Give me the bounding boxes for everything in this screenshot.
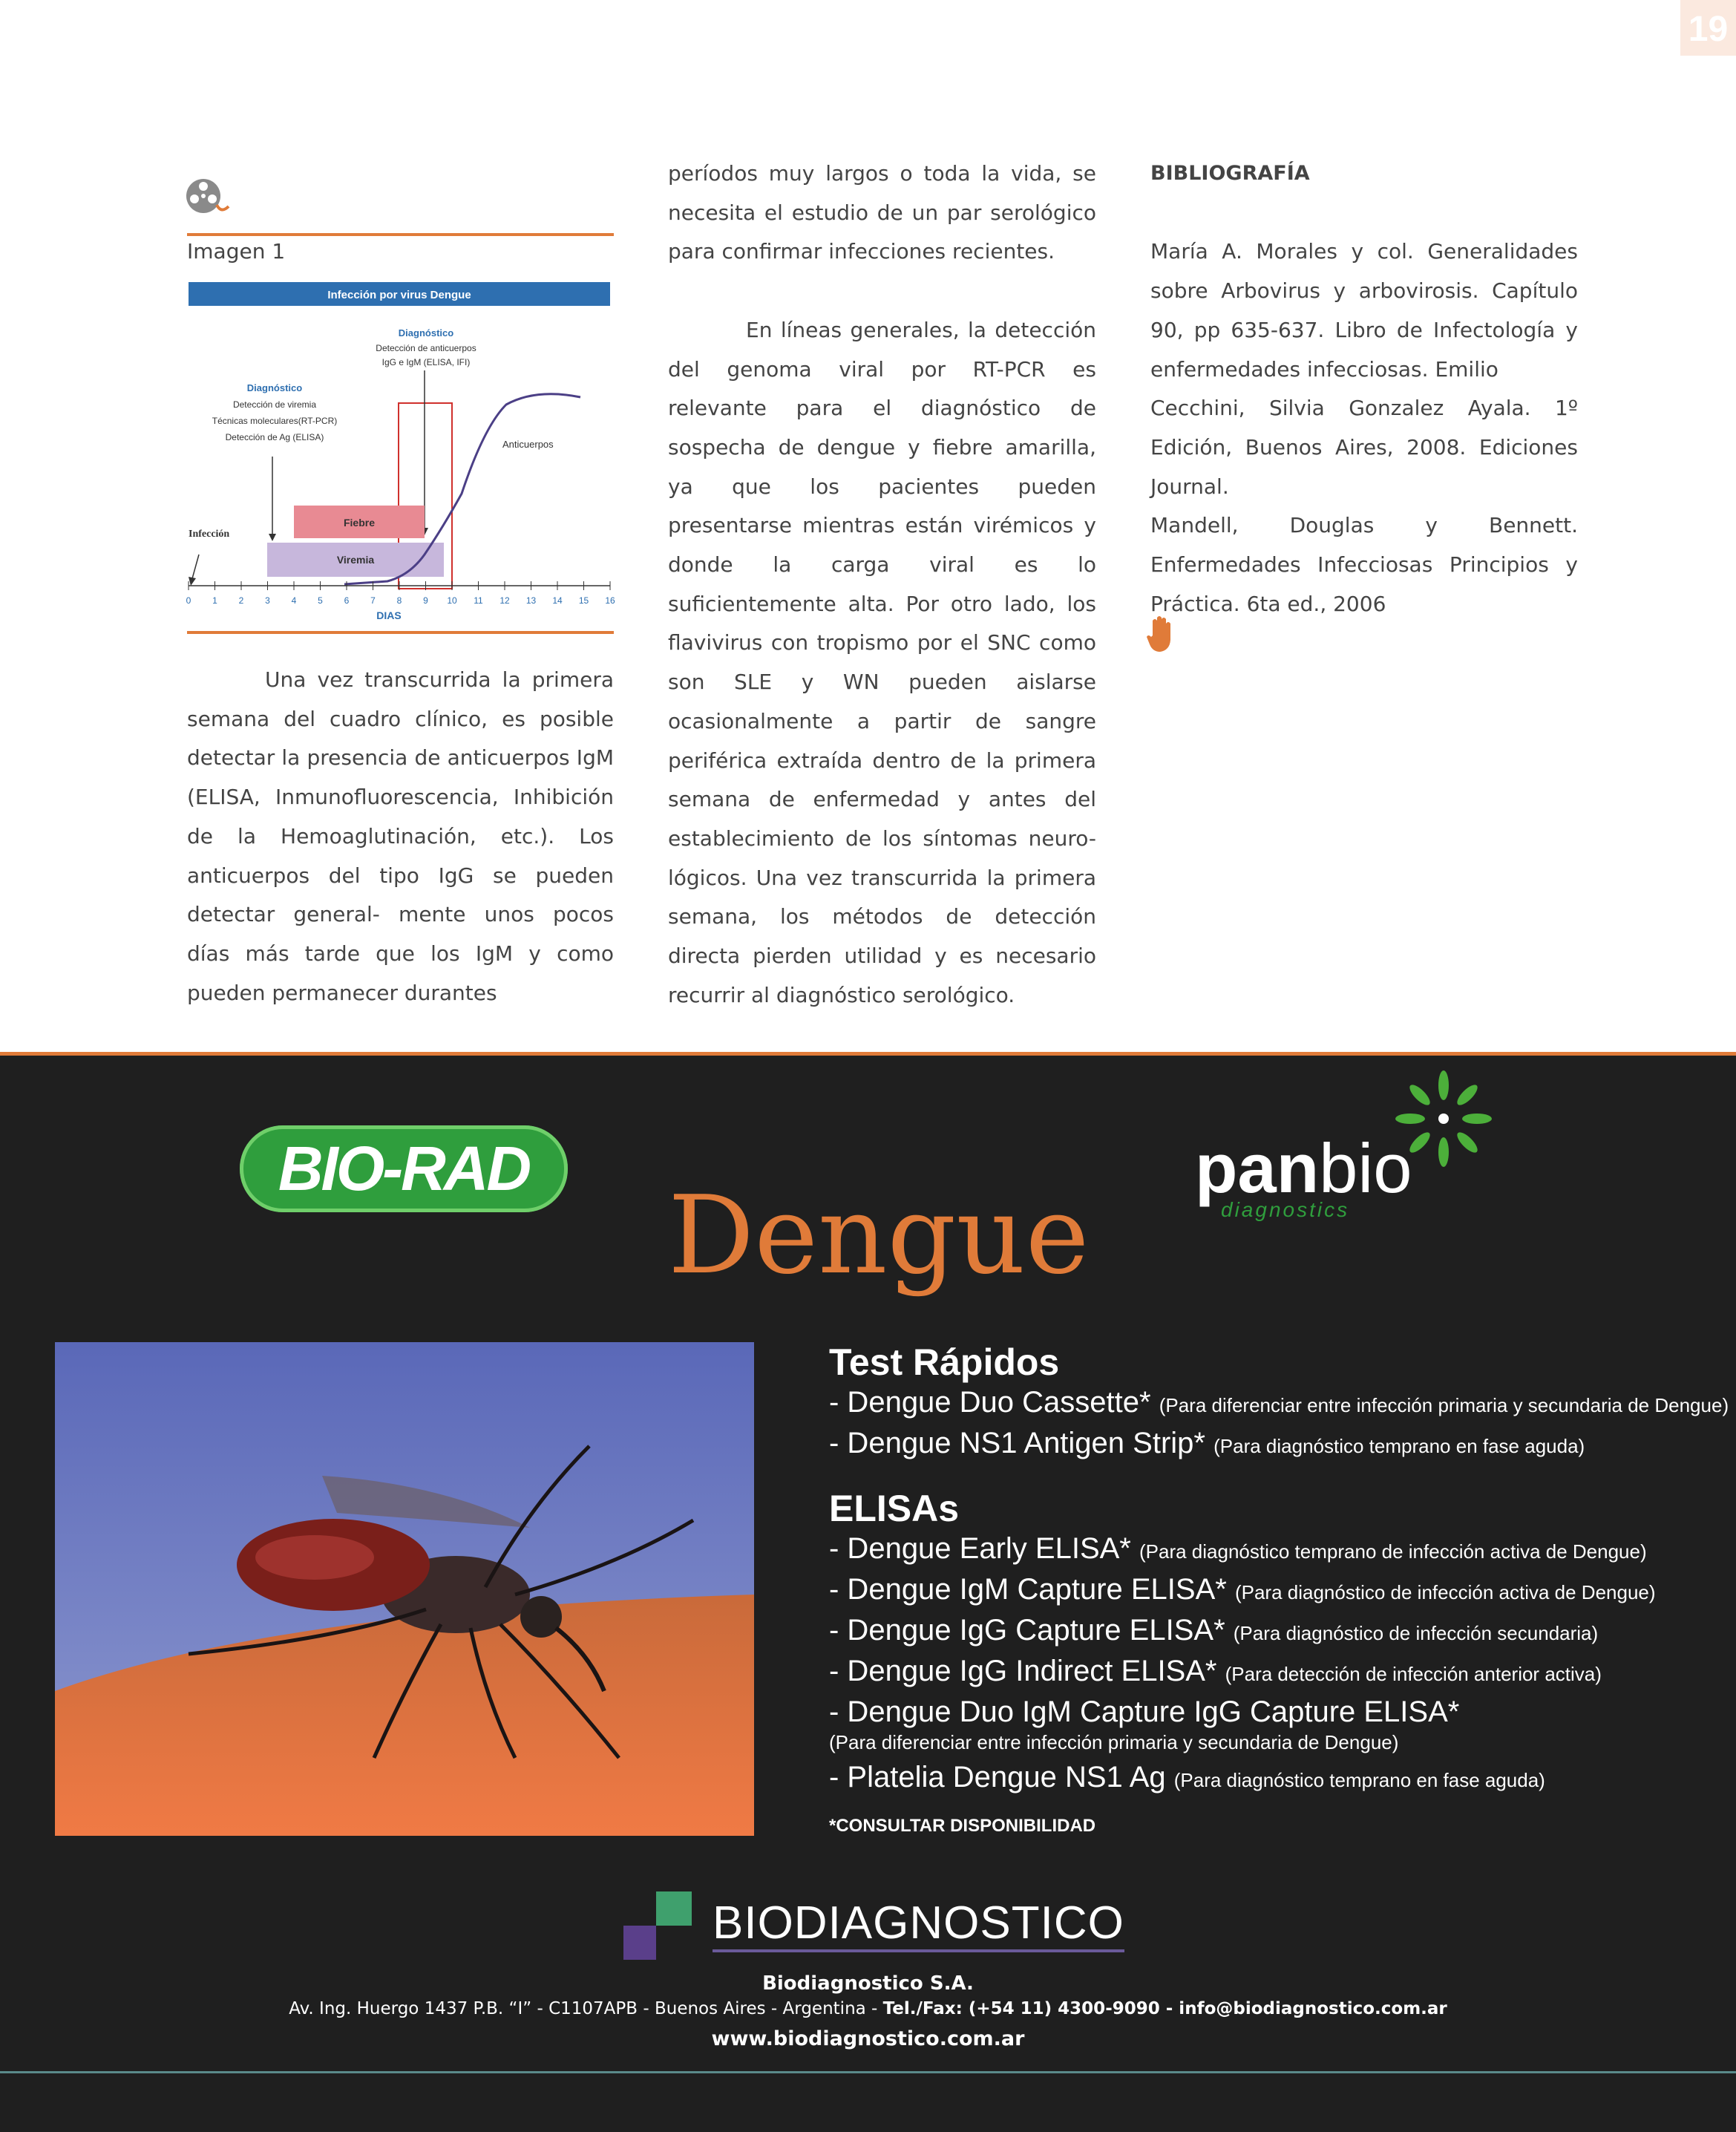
axis-tick-label: 10 (447, 595, 457, 606)
axis-tick-label: 11 (474, 595, 483, 606)
axis-tick-label: 1 (212, 595, 217, 606)
platelia-item (829, 1759, 1656, 1799)
panbio-logo-light: bio (1319, 1129, 1412, 1207)
hand-stop-icon (1145, 613, 1178, 655)
company-website[interactable]: www.biodiagnostico.com.ar (711, 2027, 1025, 2050)
page-number: 19 (1680, 0, 1736, 56)
bibliography-title: BIBLIOGRAFÍA (1150, 162, 1310, 185)
rapid-test-item (829, 1425, 1729, 1465)
bibliography-ref: María A. Morales y col. Generalidades sobre Arbovirus y arbovirosis. Capítulo 90, pp 635-637. Libro de Infectología y enfermedades infecciosas. Emilio (1150, 239, 1578, 382)
company-contact: Tel./Fax: (+54 11) 4300-9090 - info@biodiagnostico.com.ar (882, 1999, 1447, 2018)
company-name: Biodiagnostico S.A. (762, 1972, 974, 1995)
biodiagnostico-logo-mark (623, 1891, 692, 1960)
elisa-section (829, 1487, 1656, 1837)
platelia-name: - Platelia Dengue NS1 Ag (829, 1761, 1166, 1793)
day-axis-label: DIAS (376, 609, 402, 621)
elisa-note: (Para diagnóstico de infección secundaria) (1233, 1622, 1599, 1644)
diagnosis-1-line: Detección de Ag (ELISA) (225, 432, 324, 442)
figure-caption: Imagen 1 (187, 239, 286, 264)
infection-label: Infección (189, 529, 230, 540)
panbio-logo-text (1195, 1128, 1412, 1209)
diagnosis-2-title: Diagnóstico (398, 327, 454, 339)
elisa-note: (Para detección de infección anterior activa) (1225, 1663, 1602, 1685)
axis-tick-label: 12 (499, 595, 510, 606)
rapid-tests-title: Test Rápidos (829, 1341, 1060, 1383)
elisa-item (829, 1652, 1656, 1693)
elisa-item (829, 1530, 1656, 1571)
rapid-tests-section (829, 1341, 1729, 1465)
column-1-paragraph: Una vez transcurrida la primera semana del cuadro clínico, es posible detectar la presencia de anticuerpos IgM (ELISA, Inmunofluorescencia, Inhibición de la Hemoaglutinación, etc.). Los anticuerpos del tipo IgG se pueden detectar general- mente unos pocos días más tarde que los IgM y como pueden permanecer durantes (187, 667, 614, 1005)
antibodies-label: Anticuerpos (502, 439, 554, 450)
rapid-test-name: - Dengue Duo Cassette* (829, 1386, 1151, 1419)
elisa-name: - Dengue IgG Indirect ELISA* (829, 1655, 1217, 1687)
rapid-test-item (829, 1384, 1729, 1425)
axis-tick-label: 0 (186, 595, 191, 606)
company-address: Av. Ing. Huergo 1437 P.B. “I” - C1107APB - Buenos Aires - Argentina - (289, 1999, 883, 2018)
elisa-title: ELISAs (829, 1488, 960, 1529)
figure-banner: Infección por virus Dengue (327, 289, 471, 301)
panbio-logo-bold: pan (1195, 1129, 1320, 1207)
axis-tick-label: 14 (552, 595, 563, 606)
elisa-item (829, 1571, 1656, 1612)
axis-tick-label: 4 (291, 595, 297, 606)
elisa-item (829, 1612, 1656, 1652)
axis-tick-label: 8 (396, 595, 402, 606)
column-2-text (668, 154, 1096, 1015)
figure-bottom-rule (187, 631, 614, 634)
footer-rule (0, 2071, 1736, 2073)
column-2-paragraph-1: períodos muy largos o toda la vida, se necesita el estudio de un par serológico para confirmar infecciones recientes. (668, 161, 1096, 264)
elisa-duo-note: (Para diferenciar entre infección primaria y secundaria de Dengue) (829, 1731, 1399, 1753)
rapid-test-name: - Dengue NS1 Antigen Strip* (829, 1427, 1205, 1459)
figure-top-rule (187, 233, 614, 236)
axis-tick-label: 9 (423, 595, 428, 606)
company-address-line (0, 1999, 1736, 2018)
column-1-text (187, 661, 614, 1013)
bibliography (1150, 154, 1578, 624)
biodiagnostico-logo: BIODIAGNOSTICO (713, 1897, 1124, 1952)
mosquito-photo (55, 1342, 754, 1836)
elisa-note: (Para diagnóstico temprano de infección activa de Dengue) (1139, 1540, 1647, 1563)
axis-tick-label: 3 (265, 595, 270, 606)
diagnosis-2-line: Detección de anticuerpos (376, 343, 476, 353)
film-reel-icon (184, 177, 232, 218)
axis-tick-label: 16 (605, 595, 615, 606)
ad-title: Dengue (668, 1173, 1090, 1298)
axis-tick-label: 6 (344, 595, 350, 606)
diagnosis-2-line: IgG e IgM (ELISA, IFI) (381, 357, 471, 367)
biorad-logo: BIO-RAD (240, 1125, 568, 1212)
elisa-note: (Para diagnóstico de infección activa de Dengue) (1234, 1581, 1656, 1603)
diagnosis-1-line: Detección de viremia (232, 399, 317, 410)
platelia-note: (Para diagnóstico temprano en fase aguda) (1173, 1769, 1545, 1791)
rapid-test-note: (Para diagnóstico temprano en fase aguda) (1213, 1435, 1585, 1457)
panbio-subtitle: diagnostics (1221, 1198, 1350, 1221)
availability-note: *CONSULTAR DISPONIBILIDAD (829, 1816, 1096, 1836)
viremia-bar-label: Viremia (336, 554, 375, 566)
axis-tick-label: 13 (525, 595, 537, 606)
bibliography-ref: Cecchini, Silvia Gonzalez Ayala. 1º Edición, Buenos Aires, 2008. Ediciones Journal. (1150, 396, 1578, 499)
elisa-name: - Dengue Early ELISA* (829, 1532, 1131, 1565)
diagnosis-1-title: Diagnóstico (246, 382, 303, 393)
bibliography-ref: Mandell, Douglas y Bennett. Enfermedades Infecciosas Principios y Práctica. 6ta ed., 2006 (1150, 513, 1578, 616)
day-axis-ticks (186, 581, 615, 606)
axis-tick-label: 2 (238, 595, 244, 606)
elisa-name: - Dengue IgM Capture ELISA* (829, 1573, 1227, 1606)
elisa-item (829, 1693, 1656, 1731)
column-2-paragraph-2: En líneas generales, la detección del genoma viral por RT-PCR es relevante para el diagnóstico de sospecha de dengue y fiebre amarilla, ya que los pacientes pueden presentarse mientras están virémicos y donde la carga viral es lo suficientemente alta. Por otro lado, los flavivirus con tropismo por el SNC como son SLE y WN pueden aislarse ocasionalmente a partir de sangre periférica extraída dentro de la primera semana de enfermedad y antes del establecimiento de los síntomas neuro- lógicos. Una vez transcurrida la primera semana, los métodos de detección directa pierden utilidad y es necesario recurrir al diagnóstico serológico. (668, 317, 1096, 1007)
diagnosis-1-line: Técnicas moleculares(RT-PCR) (212, 416, 338, 426)
fever-bar-label: Fiebre (343, 517, 376, 529)
elisa-name: - Dengue Duo IgM Capture IgG Capture ELISA* (829, 1696, 1460, 1728)
axis-tick-label: 7 (370, 595, 376, 606)
rapid-test-note: (Para diferenciar entre infección primaria y secundaria de Dengue) (1159, 1394, 1729, 1416)
axis-tick-label: 15 (578, 595, 589, 606)
axis-tick-label: 5 (318, 595, 323, 606)
dengue-timeline-figure (187, 278, 618, 627)
elisa-name: - Dengue IgG Capture ELISA* (829, 1614, 1225, 1647)
